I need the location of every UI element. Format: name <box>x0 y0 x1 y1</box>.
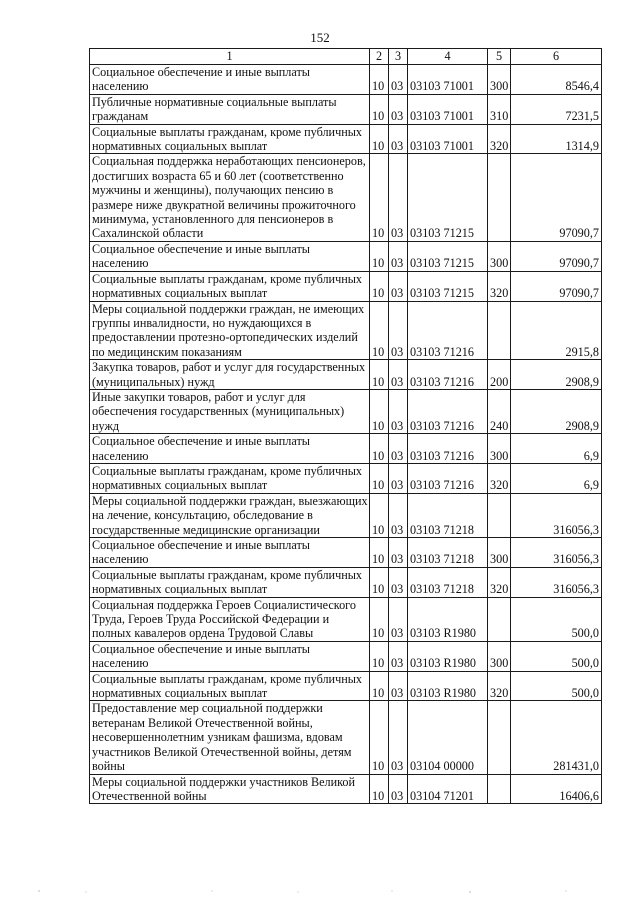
row-amount-cell: 281431,0 <box>511 701 602 774</box>
row-expense-type-cell: 300 <box>488 538 511 568</box>
row-target-article-cell: 03103 71216 <box>408 434 488 464</box>
row-target-article-cell: 03104 71201 <box>408 774 488 804</box>
row-name-cell: Социальное обеспечение и иные выплаты населению <box>90 538 370 568</box>
row-name-cell: Социальные выплаты гражданам, кроме публичных нормативных социальных выплат <box>90 463 370 493</box>
table-row <box>90 94 602 124</box>
row-section-cell: 10 <box>370 124 389 154</box>
scan-artifact-dots <box>0 882 640 902</box>
row-amount-cell: 97090,7 <box>511 154 602 241</box>
table-row <box>90 434 602 464</box>
row-name-cell: Публичные нормативные социальные выплаты гражданам <box>90 94 370 124</box>
row-subsection-cell: 03 <box>389 241 408 271</box>
row-target-article-cell: 03103 71218 <box>408 567 488 597</box>
row-name-cell: Социальные выплаты гражданам, кроме публичных нормативных социальных выплат <box>90 567 370 597</box>
table-row <box>90 493 602 537</box>
row-name-cell: Социальная поддержка Героев Социалистического Труда, Героев Труда Российской Федерации и полных кавалеров ордена Трудовой Славы <box>90 597 370 641</box>
row-subsection-cell: 03 <box>389 301 408 360</box>
row-subsection-cell: 03 <box>389 124 408 154</box>
table-row <box>90 538 602 568</box>
row-amount-cell: 2908,9 <box>511 389 602 433</box>
row-section-cell: 10 <box>370 463 389 493</box>
row-section-cell: 10 <box>370 65 389 95</box>
table-row <box>90 271 602 301</box>
table-row <box>90 671 602 701</box>
row-target-article-cell: 03103 71216 <box>408 360 488 390</box>
row-target-article-cell: 03103 71216 <box>408 389 488 433</box>
row-section-cell: 10 <box>370 641 389 671</box>
table-row <box>90 360 602 390</box>
row-name-cell: Социальное обеспечение и иные выплаты населению <box>90 434 370 464</box>
row-name-cell: Социальные выплаты гражданам, кроме публичных нормативных социальных выплат <box>90 271 370 301</box>
header-cell-name: 1 <box>90 49 370 65</box>
row-target-article-cell: 03104 00000 <box>408 701 488 774</box>
header-cell-expense-type: 5 <box>488 49 511 65</box>
row-target-article-cell: 03103 71216 <box>408 463 488 493</box>
row-target-article-cell: 03103 71215 <box>408 241 488 271</box>
row-target-article-cell: 03103 R1980 <box>408 597 488 641</box>
table-header-row <box>90 49 602 65</box>
row-section-cell: 10 <box>370 301 389 360</box>
header-cell-subsection: 3 <box>389 49 408 65</box>
row-name-cell: Социальное обеспечение и иные выплаты населению <box>90 65 370 95</box>
row-amount-cell: 316056,3 <box>511 538 602 568</box>
row-target-article-cell: 03103 R1980 <box>408 641 488 671</box>
row-subsection-cell: 03 <box>389 271 408 301</box>
row-amount-cell: 316056,3 <box>511 567 602 597</box>
row-name-cell: Закупка товаров, работ и услуг для государственных (муниципальных) нужд <box>90 360 370 390</box>
row-subsection-cell: 03 <box>389 567 408 597</box>
table-row <box>90 641 602 671</box>
row-amount-cell: 6,9 <box>511 463 602 493</box>
row-target-article-cell: 03103 71001 <box>408 65 488 95</box>
row-subsection-cell: 03 <box>389 597 408 641</box>
row-expense-type-cell: 320 <box>488 124 511 154</box>
row-subsection-cell: 03 <box>389 463 408 493</box>
table-row <box>90 463 602 493</box>
row-subsection-cell: 03 <box>389 94 408 124</box>
table-row <box>90 389 602 433</box>
row-subsection-cell: 03 <box>389 493 408 537</box>
table-row <box>90 154 602 241</box>
row-name-cell: Социальное обеспечение и иные выплаты населению <box>90 641 370 671</box>
row-amount-cell: 1314,9 <box>511 124 602 154</box>
row-target-article-cell: 03103 71215 <box>408 154 488 241</box>
row-expense-type-cell <box>488 701 511 774</box>
table-row <box>90 241 602 271</box>
row-expense-type-cell: 300 <box>488 65 511 95</box>
row-name-cell: Социальные выплаты гражданам, кроме публичных нормативных социальных выплат <box>90 671 370 701</box>
row-section-cell: 10 <box>370 774 389 804</box>
row-target-article-cell: 03103 71001 <box>408 124 488 154</box>
row-section-cell: 10 <box>370 567 389 597</box>
table-row <box>90 597 602 641</box>
row-expense-type-cell: 300 <box>488 641 511 671</box>
row-section-cell: 10 <box>370 241 389 271</box>
row-section-cell: 10 <box>370 493 389 537</box>
row-subsection-cell: 03 <box>389 360 408 390</box>
row-subsection-cell: 03 <box>389 641 408 671</box>
row-amount-cell: 97090,7 <box>511 271 602 301</box>
row-target-article-cell: 03103 71215 <box>408 271 488 301</box>
table-row <box>90 567 602 597</box>
row-section-cell: 10 <box>370 701 389 774</box>
row-amount-cell: 2915,8 <box>511 301 602 360</box>
row-expense-type-cell: 300 <box>488 434 511 464</box>
row-name-cell: Меры социальной поддержки граждан, выезжающих на лечение, консультацию, обследование в государственные медицинские организации <box>90 493 370 537</box>
budget-table <box>89 48 602 804</box>
row-expense-type-cell <box>488 301 511 360</box>
row-name-cell: Предоставление мер социальной поддержки ветеранам Великой Отечественной войны, несовершеннолетним узникам фашизма, вдовам участников Великой Отечественной войны, детям войны <box>90 701 370 774</box>
row-target-article-cell: 03103 71218 <box>408 493 488 537</box>
row-amount-cell: 316056,3 <box>511 493 602 537</box>
row-target-article-cell: 03103 71216 <box>408 301 488 360</box>
table-body <box>90 49 602 804</box>
row-subsection-cell: 03 <box>389 434 408 464</box>
row-amount-cell: 500,0 <box>511 671 602 701</box>
row-section-cell: 10 <box>370 434 389 464</box>
row-expense-type-cell: 320 <box>488 463 511 493</box>
row-subsection-cell: 03 <box>389 701 408 774</box>
row-expense-type-cell: 300 <box>488 241 511 271</box>
row-section-cell: 10 <box>370 538 389 568</box>
header-cell-amount: 6 <box>511 49 602 65</box>
header-cell-section: 2 <box>370 49 389 65</box>
row-name-cell: Социальное обеспечение и иные выплаты населению <box>90 241 370 271</box>
row-expense-type-cell: 240 <box>488 389 511 433</box>
row-amount-cell: 97090,7 <box>511 241 602 271</box>
row-expense-type-cell <box>488 493 511 537</box>
row-name-cell: Меры социальной поддержки граждан, не имеющих группы инвалидности, но нуждающихся в предоставлении протезно-ортопедических изделий по медицинским показаниям <box>90 301 370 360</box>
table-row <box>90 301 602 360</box>
row-amount-cell: 7231,5 <box>511 94 602 124</box>
header-cell-target-article: 4 <box>408 49 488 65</box>
row-amount-cell: 500,0 <box>511 641 602 671</box>
row-target-article-cell: 03103 R1980 <box>408 671 488 701</box>
row-target-article-cell: 03103 71218 <box>408 538 488 568</box>
row-expense-type-cell: 200 <box>488 360 511 390</box>
row-subsection-cell: 03 <box>389 671 408 701</box>
row-amount-cell: 8546,4 <box>511 65 602 95</box>
table-row <box>90 774 602 804</box>
table-row <box>90 701 602 774</box>
row-section-cell: 10 <box>370 360 389 390</box>
row-expense-type-cell: 310 <box>488 94 511 124</box>
row-expense-type-cell: 320 <box>488 567 511 597</box>
table-row <box>90 65 602 95</box>
table-row <box>90 124 602 154</box>
row-subsection-cell: 03 <box>389 154 408 241</box>
row-amount-cell: 500,0 <box>511 597 602 641</box>
row-expense-type-cell: 320 <box>488 271 511 301</box>
row-amount-cell: 6,9 <box>511 434 602 464</box>
row-name-cell: Социальная поддержка неработающих пенсионеров, достигших возраста 65 и 60 лет (соответственно мужчины и женщины), получающих пенсию в размере ниже двукратной величины прожиточного минимума, установленного для пенсионеров в Сахалинской области <box>90 154 370 241</box>
row-subsection-cell: 03 <box>389 65 408 95</box>
row-section-cell: 10 <box>370 671 389 701</box>
row-expense-type-cell <box>488 597 511 641</box>
row-expense-type-cell: 320 <box>488 671 511 701</box>
row-amount-cell: 2908,9 <box>511 360 602 390</box>
row-section-cell: 10 <box>370 94 389 124</box>
row-subsection-cell: 03 <box>389 774 408 804</box>
page-number: 152 <box>310 30 330 45</box>
row-target-article-cell: 03103 71001 <box>408 94 488 124</box>
row-name-cell: Меры социальной поддержки участников Великой Отечественной войны <box>90 774 370 804</box>
row-section-cell: 10 <box>370 597 389 641</box>
row-name-cell: Социальные выплаты гражданам, кроме публичных нормативных социальных выплат <box>90 124 370 154</box>
row-section-cell: 10 <box>370 389 389 433</box>
row-expense-type-cell <box>488 154 511 241</box>
row-section-cell: 10 <box>370 271 389 301</box>
row-name-cell: Иные закупки товаров, работ и услуг для обеспечения государственных (муниципальных) нужд <box>90 389 370 433</box>
row-amount-cell: 16406,6 <box>511 774 602 804</box>
row-section-cell: 10 <box>370 154 389 241</box>
row-expense-type-cell <box>488 774 511 804</box>
row-subsection-cell: 03 <box>389 389 408 433</box>
row-subsection-cell: 03 <box>389 538 408 568</box>
